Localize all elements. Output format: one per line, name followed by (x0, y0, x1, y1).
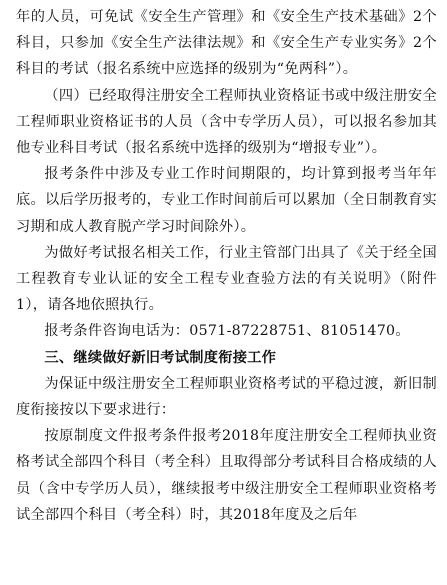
paragraph-transition: 为保证中级注册安全工程师职业资格考试的平稳过渡，新旧制度衔接按以下要求进行： (16, 375, 437, 419)
paragraph-work-time: 报考条件中涉及专业工作时间期限的，均计算到报考当年年底。以后学历报考的，专业工作时间前后可以累加（全日制教育实习期和成人教育脱产学习时间除外）。 (16, 166, 437, 235)
paragraph-continuation: 年的人员，可免试《安全生产管理》和《安全生产技术基础》2个科目，只参加《安全生产法律法规》和《安全生产专业实务》2个科目的考试（报名系统中应选择的级别为“免两科”）。 (16, 9, 437, 78)
section-heading: 三、继续做好新旧考试制度衔接工作 (44, 349, 277, 366)
paragraph-item-four: （四）已经取得注册安全工程师执业资格证书或中级注册安全工程师职业资格证书的人员（含中专学历人员），可以报名参加其他专业科目考试（报名系统中选择的级别为“增报专业”）。 (16, 87, 437, 157)
paragraph-phone: 报考条件咨询电话为：0571-87228751、81051470。 (44, 323, 410, 340)
paragraph-attachment: 为做好考试报名相关工作，行业主管部门出具了《关于经全国工程教育专业认证的安全工程专业查验方法的有关说明》（附件1），请各地依照执行。 (16, 244, 437, 314)
paragraph-old-system: 按原制度文件报考条件报考2018年度注册安全工程师执业资格考试全部四个科目（考全科）且取得部分考试科目合格成绩的人员（含中专学历人员），继续报考中级注册安全工程师职业资格考试全部四个科目（考全科）时，其2018年度及之后年 (16, 428, 437, 523)
